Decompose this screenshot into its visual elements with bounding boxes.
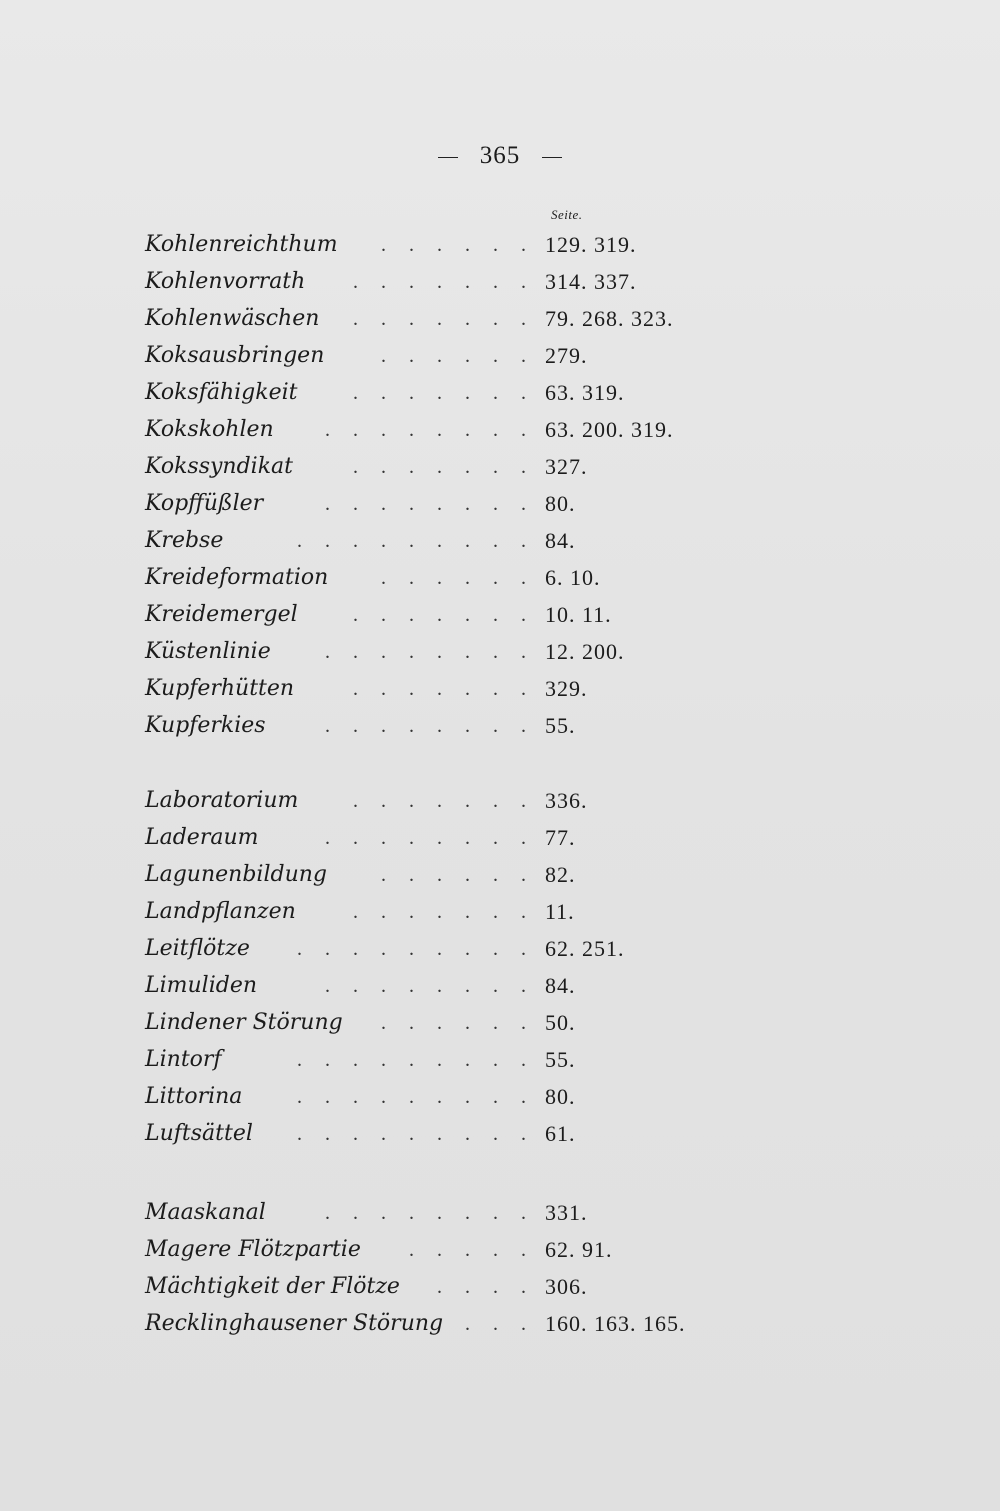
index-term: Kopffüßler [145, 491, 264, 516]
page-references: 77. [545, 825, 576, 850]
index-entry [145, 526, 745, 556]
column-header: Seite. [551, 207, 583, 222]
leader-dots: . . . . . . [381, 567, 535, 589]
index-term: Küstenlinie [145, 639, 271, 664]
page-references: 80. [545, 1084, 576, 1109]
leader-dots: . . . . . . . . [325, 715, 535, 737]
index-term: Magere Flötzpartie [145, 1237, 361, 1262]
leader-dots: . . . . . . [381, 345, 535, 367]
index-entry [145, 674, 745, 704]
leader-dots: . . . . . . . [353, 382, 535, 404]
index-term: Krebse [145, 528, 224, 553]
index-entry [145, 1272, 745, 1302]
leader-dots: . . . . . . . . . [297, 1086, 535, 1108]
page-references: 129. 319. [545, 232, 637, 257]
index-term: Lindener Störung [145, 1010, 343, 1035]
leader-dots: . . . . . . [381, 864, 535, 886]
page-references: 10. 11. [545, 602, 612, 627]
index-entry [145, 1045, 745, 1075]
index-entry [145, 230, 745, 260]
index-entry [145, 1309, 745, 1339]
leader-dots: . . . . . . [381, 1012, 535, 1034]
page-references: 63. 319. [545, 380, 625, 405]
index-entry [145, 823, 745, 853]
leader-dots: . . . . . . . . [325, 975, 535, 997]
index-term: Laderaum [145, 825, 259, 850]
index-term: Littorina [145, 1084, 243, 1109]
leader-dots: . . . . . . . [353, 604, 535, 626]
page-references: 12. 200. [545, 639, 625, 664]
leader-dots: . . . . . [409, 1239, 535, 1261]
index-term: Kohlenwäschen [145, 306, 320, 331]
index-entry [145, 1198, 745, 1228]
index-term: Landpflanzen [145, 899, 296, 924]
page-references: 279. [545, 343, 588, 368]
page-references: 11. [545, 899, 575, 924]
index-entry [145, 489, 745, 519]
leader-dots: . . . . . . . . . [297, 938, 535, 960]
page-number: 365 [479, 142, 521, 169]
leader-dots: . . . [465, 1313, 535, 1335]
leader-dots: . . . . . . . . . [297, 530, 535, 552]
page-references: 79. 268. 323. [545, 306, 674, 331]
index-term: Laboratorium [145, 788, 299, 813]
leader-dots: . . . . [437, 1276, 535, 1298]
page-references: 84. [545, 973, 576, 998]
index-entry [145, 1008, 745, 1038]
index-entry [145, 711, 745, 741]
page-references: 306. [545, 1274, 588, 1299]
index-entry [145, 786, 745, 816]
page-references: 50. [545, 1010, 576, 1035]
leader-dots: . . . . . . . [353, 456, 535, 478]
index-entry [145, 637, 745, 667]
page-references: 336. [545, 788, 588, 813]
index-term: Lintorf [145, 1047, 222, 1072]
leader-dots: . . . . . . . [353, 271, 535, 293]
leader-dots: . . . . . . . [353, 790, 535, 812]
index-entry [145, 971, 745, 1001]
index-term: Limuliden [145, 973, 258, 998]
header-dash-right [542, 157, 562, 158]
leader-dots: . . . . . . . . . [297, 1049, 535, 1071]
index-term: Maaskanal [145, 1200, 266, 1225]
index-entry [145, 860, 745, 890]
leader-dots: . . . . . . . . . [297, 1123, 535, 1145]
index-entry [145, 1082, 745, 1112]
page-references: 84. [545, 528, 576, 553]
page-references: 6. 10. [545, 565, 601, 590]
leader-dots: . . . . . . . . [325, 419, 535, 441]
index-entry [145, 1119, 745, 1149]
page-references: 55. [545, 1047, 576, 1072]
page-references: 314. 337. [545, 269, 637, 294]
index-entry [145, 304, 745, 334]
index-entry [145, 378, 745, 408]
page-references: 331. [545, 1200, 588, 1225]
index-term: Koksausbringen [145, 343, 325, 368]
index-term: Kreideformation [145, 565, 329, 590]
index-term: Kokssyndikat [145, 454, 294, 479]
index-term: Kupferhütten [145, 676, 295, 701]
leader-dots: . . . . . . . . [325, 1202, 535, 1224]
page-references: 55. [545, 713, 576, 738]
leader-dots: . . . . . . . [353, 678, 535, 700]
index-term: Recklinghausener Störung [145, 1311, 444, 1336]
index-term: Koksfähigkeit [145, 380, 298, 405]
leader-dots: . . . . . . . [353, 308, 535, 330]
leader-dots: . . . . . . . . [325, 493, 535, 515]
index-entry [145, 563, 745, 593]
page-references: 82. [545, 862, 576, 887]
index-entry [145, 415, 745, 445]
index-term: Mächtigkeit der Flötze [145, 1274, 400, 1299]
page-header [0, 142, 1000, 170]
index-entry [145, 1235, 745, 1265]
index-term: Kupferkies [145, 713, 266, 738]
page-references: 63. 200. 319. [545, 417, 674, 442]
leader-dots: . . . . . . [381, 234, 535, 256]
page-references: 329. [545, 676, 588, 701]
leader-dots: . . . . . . . . [325, 827, 535, 849]
page-references: 160. 163. 165. [545, 1311, 686, 1336]
page-references: 62. 251. [545, 936, 625, 961]
leader-dots: . . . . . . . [353, 901, 535, 923]
page-references: 80. [545, 491, 576, 516]
index-entry [145, 452, 745, 482]
index-term: Luftsättel [145, 1121, 253, 1146]
index-term: Kohlenreichthum [145, 232, 338, 257]
index-entry [145, 267, 745, 297]
index-term: Leitflötze [145, 936, 250, 961]
index-entry [145, 934, 745, 964]
index-term: Lagunenbildung [145, 862, 327, 887]
index-term: Kreidemergel [145, 602, 298, 627]
page-references: 327. [545, 454, 588, 479]
header-dash-left [438, 157, 458, 158]
index-term: Kohlenvorrath [145, 269, 306, 294]
leader-dots: . . . . . . . . [325, 641, 535, 663]
index-entry [145, 600, 745, 630]
page-references: 61. [545, 1121, 576, 1146]
index-entry [145, 341, 745, 371]
index-term: Kokskohlen [145, 417, 274, 442]
page-references: 62. 91. [545, 1237, 613, 1262]
index-entry [145, 897, 745, 927]
